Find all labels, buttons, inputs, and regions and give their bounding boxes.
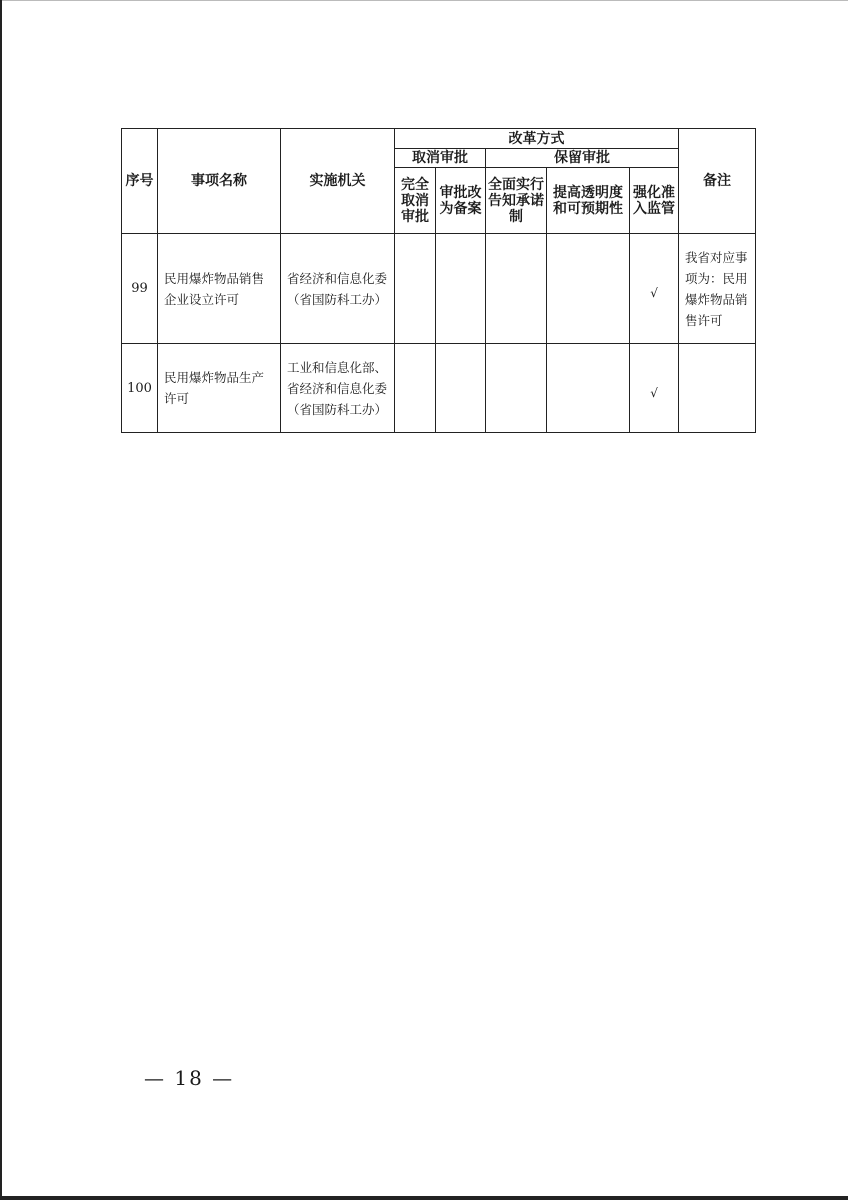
header-to-filing: 审批改为备案 — [436, 168, 486, 234]
reform-table — [121, 128, 756, 433]
page-bottom-edge — [0, 1196, 848, 1200]
header-cancel-group: 取消审批 — [395, 149, 486, 168]
page-left-edge — [0, 0, 2, 1200]
row-remarks: 我省对应事项为：民用爆炸物品销售许可 — [679, 234, 756, 344]
row-strengthen-check: √ — [630, 344, 679, 433]
row-item-name: 民用爆炸物品生产许可 — [158, 344, 281, 433]
header-agency: 实施机关 — [281, 129, 395, 234]
row-to-filing — [436, 234, 486, 344]
row-full-cancel — [395, 234, 436, 344]
row-transparency — [547, 234, 630, 344]
row-transparency — [547, 344, 630, 433]
row-notify-commit — [486, 344, 547, 433]
row-agency: 工业和信息化部、省经济和信息化委（省国防科工办） — [281, 344, 395, 433]
page-top-edge — [0, 0, 848, 1]
header-item-name: 事项名称 — [158, 129, 281, 234]
row-agency: 省经济和信息化委（省国防科工办） — [281, 234, 395, 344]
header-seq: 序号 — [122, 129, 158, 234]
header-full-cancel: 完全取消审批 — [395, 168, 436, 234]
header-remarks: 备注 — [679, 129, 756, 234]
row-remarks — [679, 344, 756, 433]
header-reform-method: 改革方式 — [395, 129, 679, 149]
header-notify-commit: 全面实行告知承诺制 — [486, 168, 547, 234]
row-seq: 99 — [122, 234, 158, 344]
header-retain-group: 保留审批 — [486, 149, 679, 168]
table-row — [122, 234, 756, 344]
row-full-cancel — [395, 344, 436, 433]
table-row — [122, 344, 756, 433]
row-to-filing — [436, 344, 486, 433]
row-strengthen-check: √ — [630, 234, 679, 344]
row-seq: 100 — [122, 344, 158, 433]
row-item-name: 民用爆炸物品销售企业设立许可 — [158, 234, 281, 344]
row-notify-commit — [486, 234, 547, 344]
page-number: — 18 — — [144, 1066, 235, 1090]
header-strengthen: 强化准入监管 — [630, 168, 679, 234]
header-row-1 — [122, 129, 756, 149]
header-transparency: 提高透明度和可预期性 — [547, 168, 630, 234]
